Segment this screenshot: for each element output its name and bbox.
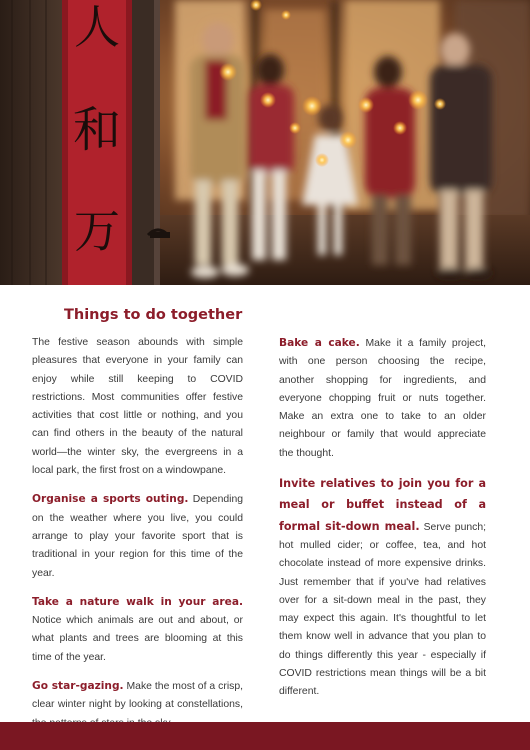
tip-text: Make it a family project, with one person choosing the recipe, another shopping for ingredients, and everyone chopping fruit or nuts together. Make an extra one to take to an older neighbour or family that would appreciate the thought. xyxy=(279,338,487,459)
tip-lead: Invite relatives to join you for a meal or buffet instead of a formal sit-down meal. xyxy=(279,477,486,533)
banner-character: 和 xyxy=(72,102,121,158)
hero-photo xyxy=(0,0,530,285)
banner-calligraphy xyxy=(66,0,128,285)
tip-text: Make the most of a crisp, clear winter night by looking at constellations, xyxy=(32,681,243,711)
banner-character: 人 xyxy=(74,0,120,54)
footer-bar xyxy=(0,722,530,750)
section-title: Things to do together xyxy=(64,307,243,323)
banner-character: 万 xyxy=(74,204,120,258)
tip-lead: Take a nature walk in your area. xyxy=(32,595,243,608)
right-column xyxy=(279,334,486,712)
tip-invite-relatives xyxy=(279,473,486,702)
tip-lead: Bake a cake. xyxy=(279,337,360,349)
tip-bake-cake xyxy=(279,334,486,463)
tip-lead: Go star-gazing. xyxy=(32,680,124,693)
tip-text: Serve punch; hot mulled cider; or coffee, tea, and hot chocolate instead of more expensive drinks. Just remember that if you've had relatives over for a sit-down meal in the past, they may expect this again. It's thoughtful to let them know well in advance that you plan to do things differently this year - especially if COVID restrictions mean things will be a bit different. xyxy=(279,521,486,698)
tip-text: Depending on the weather where you live, you could arrange to play your favorite sport that is traditional in your region for this time of the year. xyxy=(32,494,243,579)
tip-sports-outing xyxy=(32,490,243,582)
tip-text: Notice which animals are out and about, or what plants and trees are blooming at this time of the year. xyxy=(32,615,243,663)
tip-nature-walk xyxy=(32,593,243,667)
tip-lead: Organise a sports outing. xyxy=(32,493,189,506)
intro-paragraph: The festive season abounds with simple pleasures that everyone in your family can enjoy while still keeping to COVID restrictions. Most communities offer festive activities that cost little or nothing, and you can find others in the beauty of the natural world—the winter sky, the evergreens in a local park, the first frost on a windowpane. xyxy=(32,337,243,477)
left-column xyxy=(32,334,243,743)
